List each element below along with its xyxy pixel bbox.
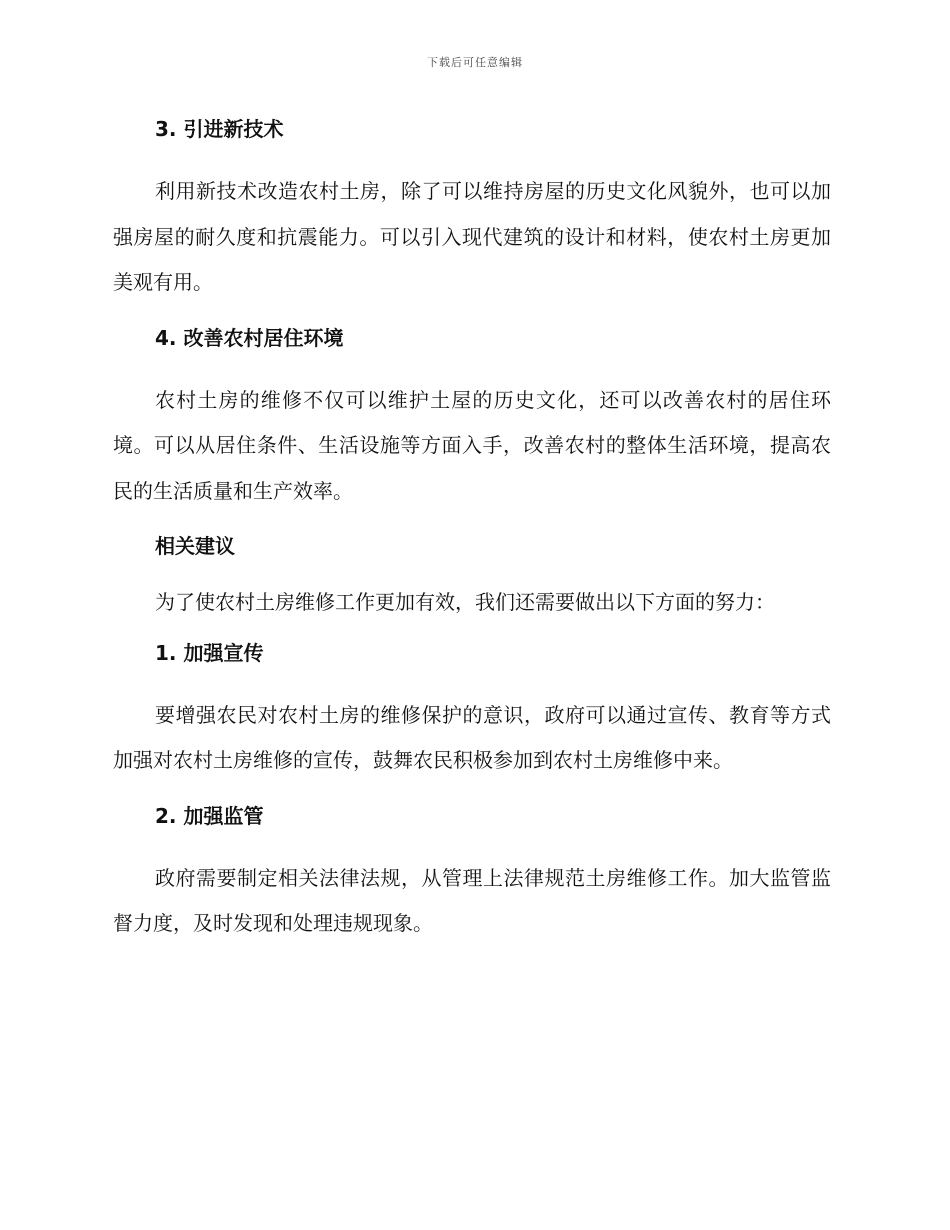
- section-heading-publicity: 1. 加强宣传: [155, 640, 264, 665]
- page-header: 下载后可任意编辑: [427, 56, 523, 69]
- section-paragraph-new-technology: 利用新技术改造农村土房，除了可以维持房屋的历史文化风貌外，也可以加强房屋的耐久度和抗震能力。可以引入现代建筑的设计和材料，使农村土房更加美观有用。: [113, 179, 831, 294]
- section-paragraph-publicity: 要增强农民对农村土房的维修保护的意识，政府可以通过宣传、教育等方式加强对农村土房维修的宣传，鼓舞农民积极参加到农村土房维修中来。: [113, 702, 831, 772]
- document-body: [113, 114, 831, 947]
- section-paragraph-suggestions: 为了使农村土房维修工作更加有效，我们还需要做出以下方面的努力：: [155, 590, 775, 614]
- section-heading-new-technology: 3. 引进新技术: [155, 117, 284, 141]
- section-heading-suggestions: 相关建议: [155, 534, 235, 558]
- section-paragraph-supervision: 政府需要制定相关法律法规，从管理上法律规范土房维修工作。加大监管监督力度，及时发现和处理违规现象。: [113, 865, 831, 935]
- section-heading-living-environment: 4. 改善农村居住环境: [155, 325, 344, 350]
- section-paragraph-living-environment: 农村土房的维修不仅可以维护土屋的历史文化，还可以改善农村的居住环境。可以从居住条件、生活设施等方面入手，改善农村的整体生活环境，提高农民的生活质量和生产效率。: [113, 387, 831, 503]
- section-heading-supervision: 2. 加强监管: [155, 803, 264, 828]
